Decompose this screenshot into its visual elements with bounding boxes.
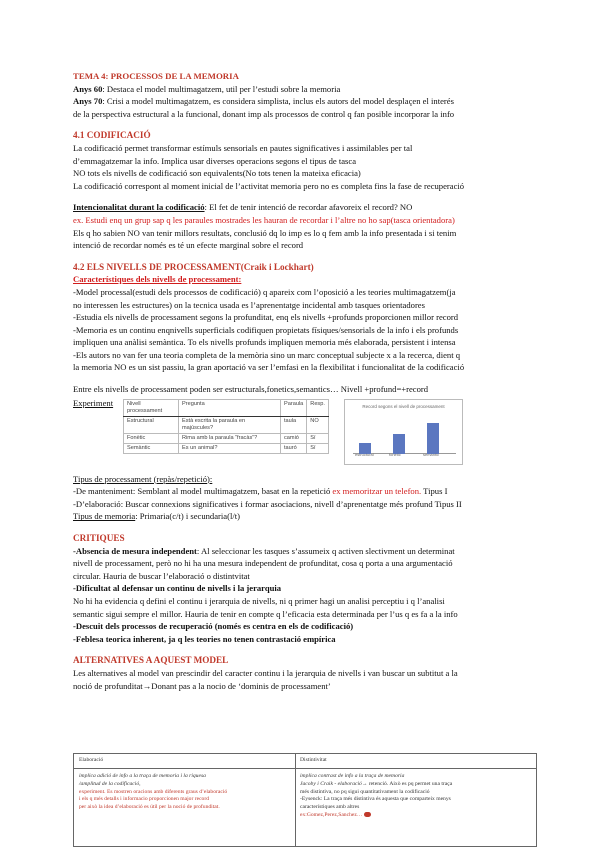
anys60-label: Anys 60 (73, 83, 103, 94)
table-cell: tauró (281, 443, 307, 453)
elaboracio-header: Elaboració (74, 754, 295, 769)
intro-anys60 (73, 83, 535, 96)
tipus-1-type: Tipus I (421, 486, 448, 497)
s42-line: -Els autors no van fer una teoria completa de la memòria sino un marc conceptual subjecte x a la recerca, dient q (73, 349, 461, 360)
chart-title: Record segons el nivell de processament (362, 403, 445, 409)
s41-line: d’emmagatzemar la info. Implica usar diverses operacions segons el tipus de tasca (73, 155, 357, 166)
s42-line: impliquen una anàlisi semàntica. To els nivells profunds impliquen memoria més elaborada, persistent i intensa (73, 337, 456, 348)
s41-line: La codificació permet transformar estímuls sensorials en pautes significatives i assimilables per tal (73, 142, 413, 153)
section-42-heading: 4.2 ELS NIVELLS DE PROCESSAMENT(Craik i Lockhart) (73, 261, 314, 272)
table-cell: Sí (307, 443, 329, 453)
table-cell: Estructural (124, 416, 179, 433)
table-cell: Es un animal? (179, 443, 281, 453)
intencionalitat-line (73, 201, 535, 214)
comment-marker-icon (364, 812, 371, 817)
elaboracio-text: /amplitud de la codificació, (79, 780, 141, 787)
critique-2-title: -Dificultat al defensar un continu de nivells i la jerarquia (73, 583, 282, 594)
anys70-label: Anys 70 (73, 96, 103, 107)
document-page (73, 70, 535, 692)
nivells-line: Entre els nivells de processament poden ser estructurals,fonetics,semantics… Nivell +profund=+record (73, 384, 429, 395)
experiment-block (73, 397, 535, 473)
example-red: ex. Estudi enq un grup sap q les paraules mostrades les hauran de recordar i l’altre no ho sap(tasca orientadora) (73, 214, 455, 225)
conclusion-line: intenció de recordar només es té un efecte marginal sobre el record (73, 240, 304, 251)
table-cell: Semàntic (124, 443, 179, 453)
elaboracio-text: per això la idea d’elaboració es útil per la noció de profunditat. (79, 804, 220, 811)
s42-line: la memoria NO es un sist passiu, la gran aportació va ser l’emfasi en la flexibilitat i funcionalitat de la codificació (73, 362, 465, 373)
experiment-table (123, 399, 329, 454)
tipus-processament-label: Tipus de processament (repàs/repetició): (73, 473, 213, 484)
s41-line: NO tots els nivells de codificació son equivalents(No tots tenen la mateixa eficacia) (73, 168, 361, 179)
distintivitat-text: implica contrast de info a la traça de memoria (300, 773, 405, 779)
elaboracio-text: i els q més detalls i informacio proporcionen major record (79, 796, 210, 803)
critique-1-cont: circular. Hauria de buscar l’elaboració o distintvitat (73, 570, 250, 581)
tipus-memoria-text: : Primaria(c/t) i secundaria(l/t) (135, 511, 240, 522)
elaboracio-text: experiment. Es mostren oracions amb diferents graus d’elaboració (79, 788, 228, 795)
distintivitat-text: més distintiva, no pq sigui quantitativament la codificació (300, 788, 430, 795)
tipus-memoria-label: Tipus de memoria (73, 511, 136, 522)
record-bar-chart (344, 399, 463, 465)
distintivitat-header: Distintivitat (295, 754, 536, 769)
critique-1-cont: nivell de processament, però no hi ha una mesura independent de profunditat, cosa q porta a una argumentació (73, 558, 453, 569)
s42-line: -Memoria es un continu enqnivells superficials codifiquen propietats físiques/sensorials de la info i els profunds (73, 324, 459, 335)
tipus-manteniment (73, 485, 535, 498)
intencionalitat-label: Intencionalitat durant la codificació (73, 202, 205, 213)
s41-line: La codificació correspont al moment inicial de l’activitat memoria pero no es completa fins la fase de recuperació (73, 180, 465, 191)
tipus-elaboracio: -D’elaboració: Buscar connexions significatives i formar asociacions, nivell d’aprenentatge més profund Tipus II (73, 498, 462, 509)
table-cell: Sí (307, 433, 329, 443)
critique-3-title: -Descuit dels processos de recuperació (només es centra en els de codificació) (73, 621, 354, 632)
intro-anys70 (73, 95, 535, 108)
alternatives-heading: ALTERNATIVES A AQUEST MODEL (73, 655, 229, 666)
table-header: Pregunta (179, 399, 281, 416)
chart-category-label: fonètic (389, 452, 401, 458)
table-cell: NO (307, 416, 329, 433)
anys60-text: : Destaca el model multimagatzem, util per l’estudi sobre la memoria (102, 83, 341, 94)
table-cell: Fonètic (124, 433, 179, 443)
alternatives-text: noció de profunditat→Donant pas a la nocio de ‘dominis de processament’ (73, 680, 331, 691)
critiques-heading: CRITIQUES (73, 533, 125, 544)
critique-1-title: -Absencia de mesura independent (73, 545, 197, 556)
distintivitat-text: característiques amb altres (300, 804, 360, 811)
distintivitat-text: Jacoby i Craik - elaboració→ (300, 780, 368, 787)
table-cell: Està escrita la paraula en majúscules? (179, 416, 281, 433)
s42-line: no interessen les estructures) on la tecnica usada es l’aprenentatge incidental amb tasques orientadores (73, 299, 425, 310)
section-41-heading: 4.1 CODIFICACIÓ (73, 130, 151, 141)
table-cell: taula (281, 416, 307, 433)
table-header: Paraula (281, 399, 307, 416)
table-header: Resp. (307, 399, 329, 416)
tipus-memoria (73, 510, 535, 523)
table-cell: Rima amb la paraula “fracàs”? (179, 433, 281, 443)
table-cell: camió (281, 433, 307, 443)
elaboracio-text: implica adició de info a la traça de memoria i la riquesa (79, 773, 206, 779)
chart-category-label: semàntic (423, 452, 440, 458)
tipus-1-text: -De manteniment: Semblant al model multimagatzem, basat en la repetició (73, 486, 333, 497)
section-42-subheading: Característiques dels nivells de processament: (73, 274, 242, 285)
critique-1-text: : Al seleccionar les tasques s’assumeix q activen slectivment un determinat (196, 545, 455, 556)
table-header: Nivell processament (124, 399, 179, 416)
alternatives-text: Les alternatives al model van prescindir del caracter continu i la jerarquia de nivells i van buscar un subtitut a la (73, 667, 458, 678)
table-row (124, 443, 329, 453)
elaboracio-column (74, 754, 296, 846)
distintivitat-text: retenció. Això es pq permet una traça (367, 780, 453, 787)
chart-category-label: estructural (355, 452, 374, 458)
document-title: TEMA 4: PROCESSOS DE LA MEMORIA (73, 71, 239, 81)
alternatives-table (73, 753, 537, 847)
table-row (124, 433, 329, 443)
tipus-1-example: ex memoritzar un telefon. (332, 486, 422, 497)
table-row (124, 416, 329, 433)
intencionalitat-text: : El fet de tenir intenció de recordar afavoreix el record? NO (204, 202, 413, 213)
conclusion-line: Els q ho sabien NO van tenir millors resultats, conclusió dq lo imp es lo q fem amb la info presentada i si tenim (73, 227, 457, 238)
critique-2-text: No hi ha evidencia q defini el continu i jerarquia de nivells, ni q primer hagi un analisi perceptiu i q l’analisi (73, 596, 445, 606)
s42-line: -Model processal(estudi dels processos de codificació) q apareix com l’oposició a les teories multimagatzem(ja (73, 286, 456, 297)
critique-4-title: -Feblesa teorica inherent, ja q les teories no tenen contrastació empírica (73, 633, 336, 644)
experiment-label: Experiment (73, 397, 114, 408)
anys70-text: : Crisi a model multimagatzem, es considera simplista, inclus els autors del model desplaçen el interés (102, 96, 454, 107)
s42-line: -Estudia els nivells de processament segons la profunditat, enq els nivells +profunds proporcionen millor record (73, 312, 459, 323)
distintivitat-example: ex:Gomez,Perez,Sanchez… (300, 811, 363, 818)
intro-anys70-cont: de la perspectiva estructural a la funcional, donant imp als processos de control q fan posible incorporar la info (73, 108, 455, 119)
critique-1 (73, 545, 535, 558)
critique-2-text: semantic sigui sempre el millor. Hauria de tenir en compte q l’eficacia esta determinada per l’us q es fa a la info (73, 608, 458, 619)
distintivitat-column (295, 754, 536, 846)
distintivitat-text: -Eysenck: La traça més distintiva és aquesta que comparteix menys (300, 796, 451, 803)
